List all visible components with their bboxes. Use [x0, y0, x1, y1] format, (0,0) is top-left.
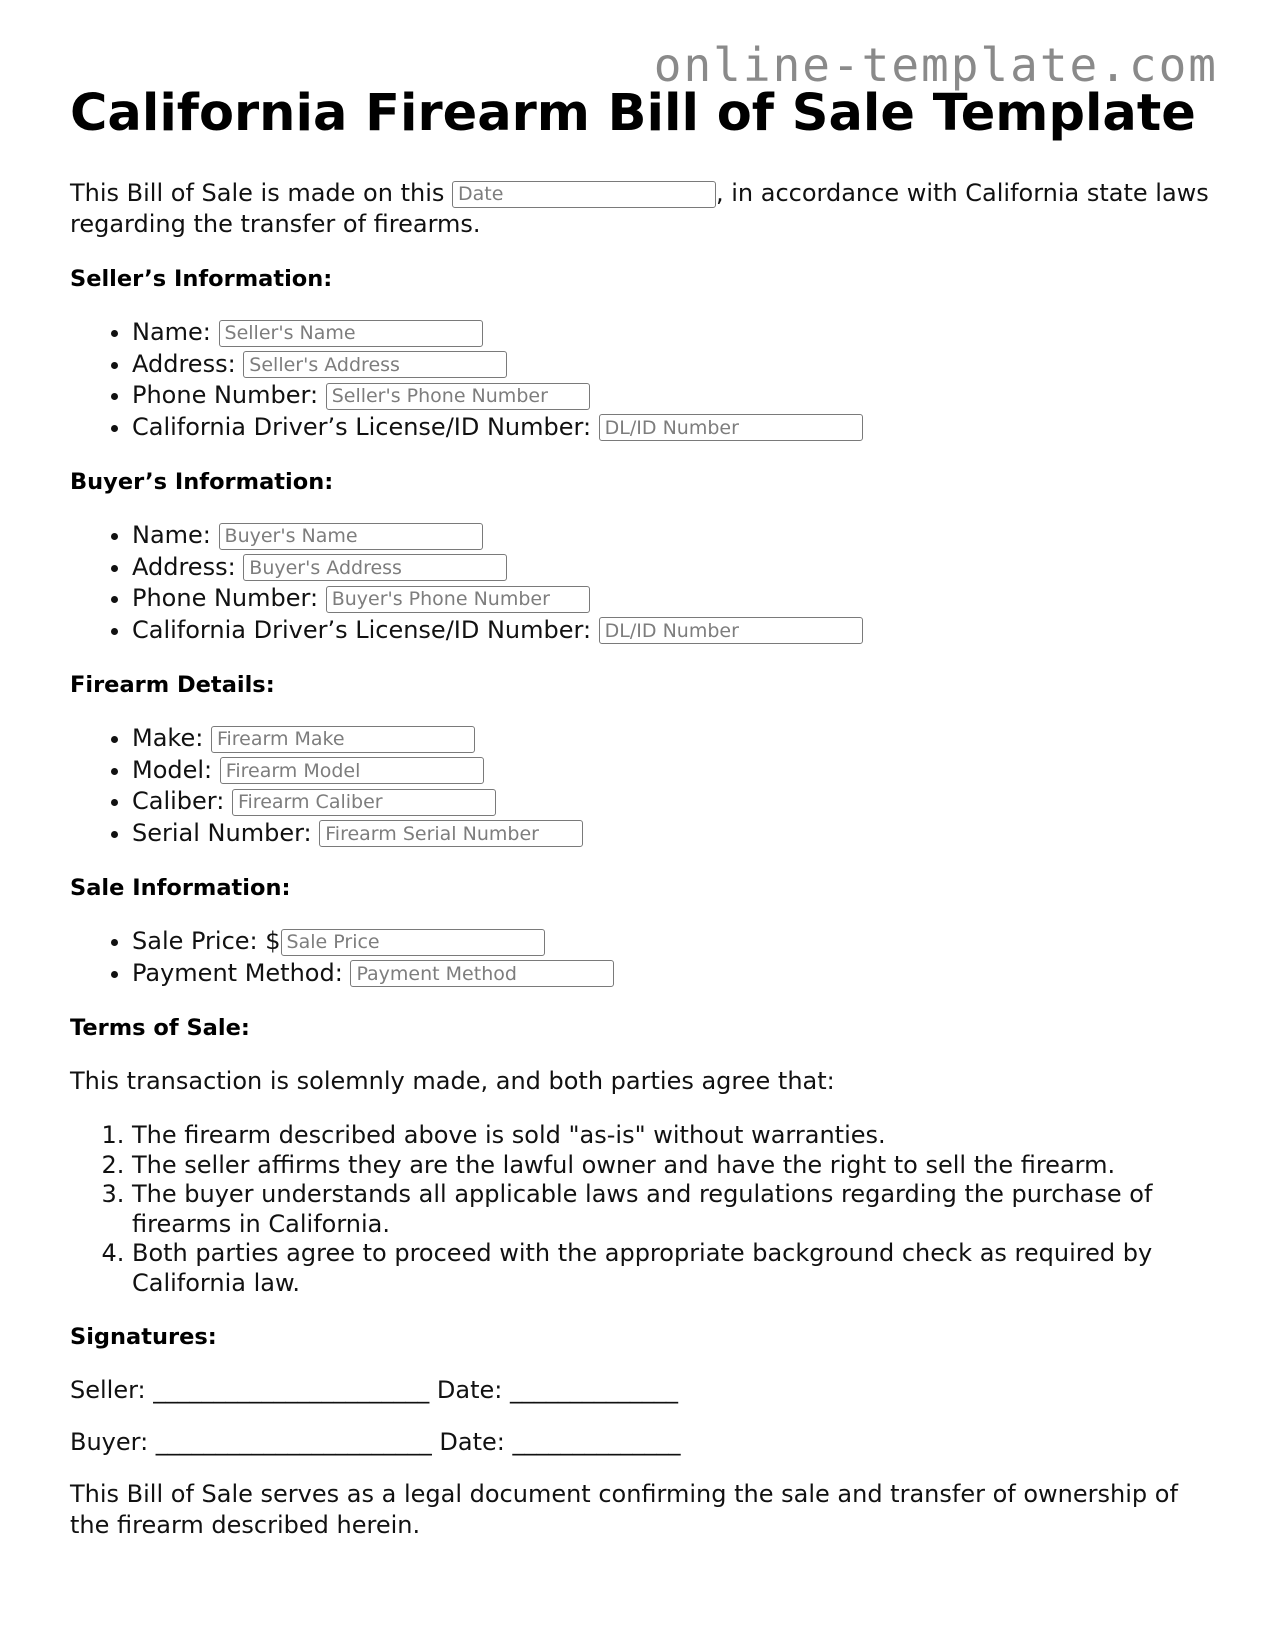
- firearm-make-input[interactable]: [211, 726, 475, 753]
- firearm-model-label: Model:: [132, 755, 220, 784]
- buyer-phone-input[interactable]: [326, 586, 590, 613]
- intro-paragraph: [70, 178, 1210, 240]
- buyer-license-input[interactable]: [599, 617, 863, 644]
- seller-signature-line: Seller: _______________________ Date: ______________: [70, 1376, 678, 1404]
- firearm-serial-input[interactable]: [319, 820, 583, 847]
- payment-method-label: Payment Method:: [132, 958, 351, 987]
- sale-heading: Sale Information:: [70, 875, 291, 901]
- buyer-phone-label: Phone Number:: [132, 584, 326, 612]
- list-item: 4. Both parties agree to proceed with the appropriate background check as required by California law.: [132, 1239, 1210, 1298]
- list-item: [132, 317, 1210, 349]
- list-item: 2. The seller affirms they are the lawful owner and have the right to sell the firearm.: [132, 1151, 1210, 1181]
- firearm-caliber-input[interactable]: [232, 789, 496, 816]
- seller-address-label: Address:: [132, 349, 244, 378]
- terms-list: [70, 1121, 1210, 1298]
- list-item: [132, 755, 1210, 787]
- watermark: online-template.com: [653, 38, 1218, 92]
- buyer-name-label: Name:: [132, 521, 219, 549]
- terms-lead: This transaction is solemnly made, and both parties agree that:: [70, 1067, 835, 1095]
- sale-price-input[interactable]: [281, 929, 545, 956]
- intro-text-before: This Bill of Sale is made on this: [70, 179, 452, 207]
- buyer-name-input[interactable]: [219, 523, 483, 550]
- list-item: [132, 615, 1210, 647]
- firearm-model-input[interactable]: [220, 757, 484, 784]
- list-item: [132, 958, 1210, 990]
- intro-text-after: , in accordance with California state laws regarding the transfer of firearms.: [70, 179, 1209, 238]
- buyer-heading: Buyer’s Information:: [70, 469, 334, 495]
- seller-name-label: Name:: [132, 318, 219, 346]
- buyer-info-list: [70, 520, 1210, 646]
- list-item: [132, 349, 1210, 381]
- seller-info-list: [70, 317, 1210, 443]
- list-item: [132, 552, 1210, 584]
- list-item: 1. The firearm described above is sold "as-is" without warranties.: [132, 1121, 1210, 1151]
- list-item: [132, 412, 1210, 444]
- buyer-address-input[interactable]: [243, 554, 507, 581]
- closing-paragraph: This Bill of Sale serves as a legal document confirming the sale and transfer of ownership of the firearm described herein.: [70, 1480, 1178, 1539]
- payment-method-input[interactable]: [350, 960, 614, 987]
- buyer-signature-line: Buyer: _______________________ Date: ______________: [70, 1428, 681, 1456]
- buyer-address-label: Address:: [132, 552, 244, 581]
- document-body: [70, 178, 1210, 1541]
- page-title: California Firearm Bill of Sale Template: [70, 84, 1196, 143]
- seller-name-input[interactable]: [219, 320, 483, 347]
- terms-heading: Terms of Sale:: [70, 1015, 250, 1041]
- list-item: [132, 723, 1210, 755]
- firearm-details-list: [70, 723, 1210, 849]
- list-item: [132, 583, 1210, 615]
- seller-license-label: California Driver’s License/ID Number:: [132, 412, 599, 441]
- firearm-serial-label: Serial Number:: [132, 818, 320, 847]
- list-item: [132, 380, 1210, 412]
- signatures-heading: Signatures:: [70, 1324, 217, 1350]
- firearm-heading: Firearm Details:: [70, 672, 275, 698]
- seller-license-input[interactable]: [599, 414, 863, 441]
- list-item: 3. The buyer understands all applicable laws and regulations regarding the purchase of firearms in California.: [132, 1180, 1210, 1239]
- seller-phone-label: Phone Number:: [132, 381, 326, 409]
- sale-date-input[interactable]: [452, 181, 716, 208]
- firearm-caliber-label: Caliber:: [132, 787, 232, 815]
- list-item: [132, 818, 1210, 850]
- seller-phone-input[interactable]: [326, 383, 590, 410]
- sale-price-label: Sale Price: $: [132, 927, 281, 955]
- list-item: [132, 520, 1210, 552]
- firearm-make-label: Make:: [132, 724, 211, 752]
- list-item: [132, 786, 1210, 818]
- buyer-license-label: California Driver’s License/ID Number:: [132, 615, 599, 644]
- seller-heading: Seller’s Information:: [70, 266, 333, 292]
- list-item: [132, 926, 1210, 958]
- seller-address-input[interactable]: [243, 351, 507, 378]
- sale-info-list: [70, 926, 1210, 989]
